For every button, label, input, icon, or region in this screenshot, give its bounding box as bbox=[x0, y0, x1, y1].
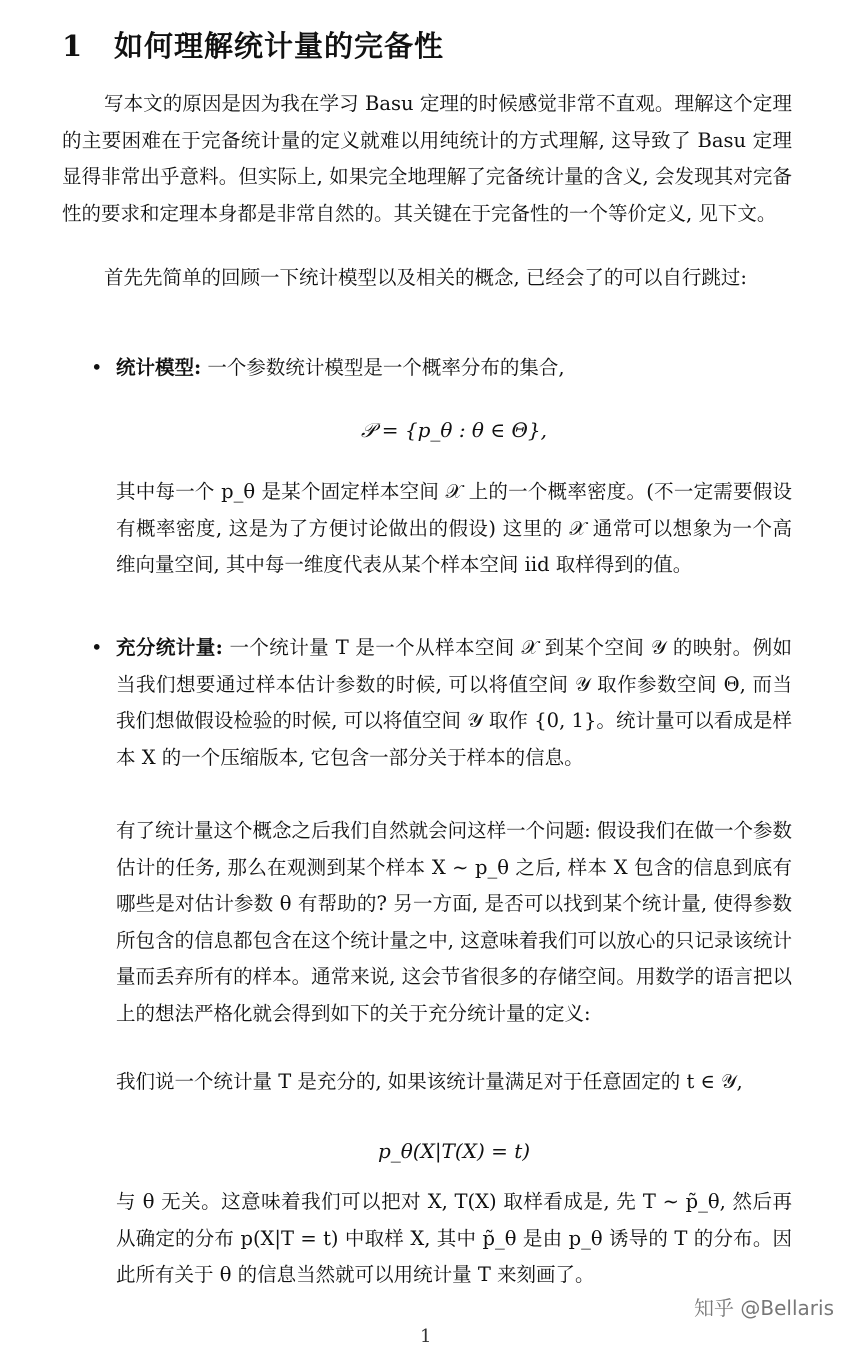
review-paragraph: 首先先简单的回顾一下统计模型以及相关的概念, 已经会了的可以自行跳过: bbox=[104, 266, 747, 289]
section-heading: 如何理解统计量的完备性 bbox=[114, 29, 445, 63]
page-number: 1 bbox=[420, 1326, 432, 1347]
model-formula: 𝒫 = {p_θ : θ ∈ Θ}, bbox=[361, 418, 547, 442]
statistical-model-definition: 一个参数统计模型是一个概率分布的集合, bbox=[201, 356, 565, 379]
intro-paragraph: 写本文的原因是因为我在学习 Basu 定理的时候感觉非常不直观。理解这个定理的主要困难在于完备统计量的定义就难以用纯统计的方式理解, 这导致了 Basu 定理显得非常出乎意料。但实际上, 如果完全地理解了完备统计量的含义, 会发现其对完备性的要求和定理本身都是非常自然的。其关键在于完备性的一个等价定义, 见下文。 bbox=[62, 92, 792, 225]
sufficient-statistic-item bbox=[116, 630, 792, 776]
sufficiency-interpretation: 与 θ 无关。这意味着我们可以把对 X, T(X) 取样看成是, 先 T ∼ p̃_θ, 然后再从确定的分布 p(X|T = t) 中取样 X, 其中 p̃_θ 是由 p_θ 诱导的 T 的分布。因此所有关于 θ 的信息当然就可以用统计量 T 来刻画了。 bbox=[116, 1190, 792, 1286]
model-explanation: 其中每一个 p_θ 是某个固定样本空间 𝒳 上的一个概率密度。(不一定需要假设有概率密度, 这是为了方便讨论做出的假设) 这里的 𝒳 通常可以想象为一个高维向量空间, 其中每一维度代表从某个样本空间 iid 取样得到的值。 bbox=[116, 480, 792, 576]
term-statistical-model: 统计模型: bbox=[116, 356, 202, 379]
conditional-formula: p_θ(X|T(X) = t) bbox=[377, 1139, 531, 1163]
section-title bbox=[62, 24, 444, 65]
section-number: 1 bbox=[62, 29, 84, 63]
sufficiency-definition: 我们说一个统计量 T 是充分的, 如果该统计量满足对于任意固定的 t ∈ 𝒴, bbox=[116, 1070, 743, 1093]
term-sufficient-statistic: 充分统计量: bbox=[116, 636, 223, 659]
statistical-model-item bbox=[116, 350, 792, 387]
bullet-marker: • bbox=[91, 356, 103, 379]
sufficient-statistic-motivation: 有了统计量这个概念之后我们自然就会问这样一个问题: 假设我们在做一个参数估计的任务, 那么在观测到某个样本 X ∼ p_θ 之后, 样本 X 包含的信息到底有哪些是对估计参数 θ 有帮助的? 另一方面, 是否可以找到某个统计量, 使得参数所包含的信息都包含在这个统计量之中, 这意味着我们可以放心的只记录该统计量而丢弃所有的样本。通常来说, 这会节省很多的存储空间。用数学的语言把以上的想法严格化就会得到如下的关于充分统计量的定义: bbox=[116, 819, 792, 1025]
bullet-marker: • bbox=[91, 636, 103, 659]
sufficient-statistic-definition: 一个统计量 T 是一个从样本空间 𝒳 到某个空间 𝒴 的映射。例如当我们想要通过样本估计参数的时候, 可以将值空间 𝒴 取作参数空间 Θ, 而当我们想做假设检验的时候, 可以将值空间 𝒴 取作 {0, 1}。统计量可以看成是样本 X 的一个压缩版本, 它包含一部分关于样本的信息。 bbox=[116, 636, 792, 769]
zhihu-watermark: 知乎 @Bellaris bbox=[694, 1296, 834, 1320]
